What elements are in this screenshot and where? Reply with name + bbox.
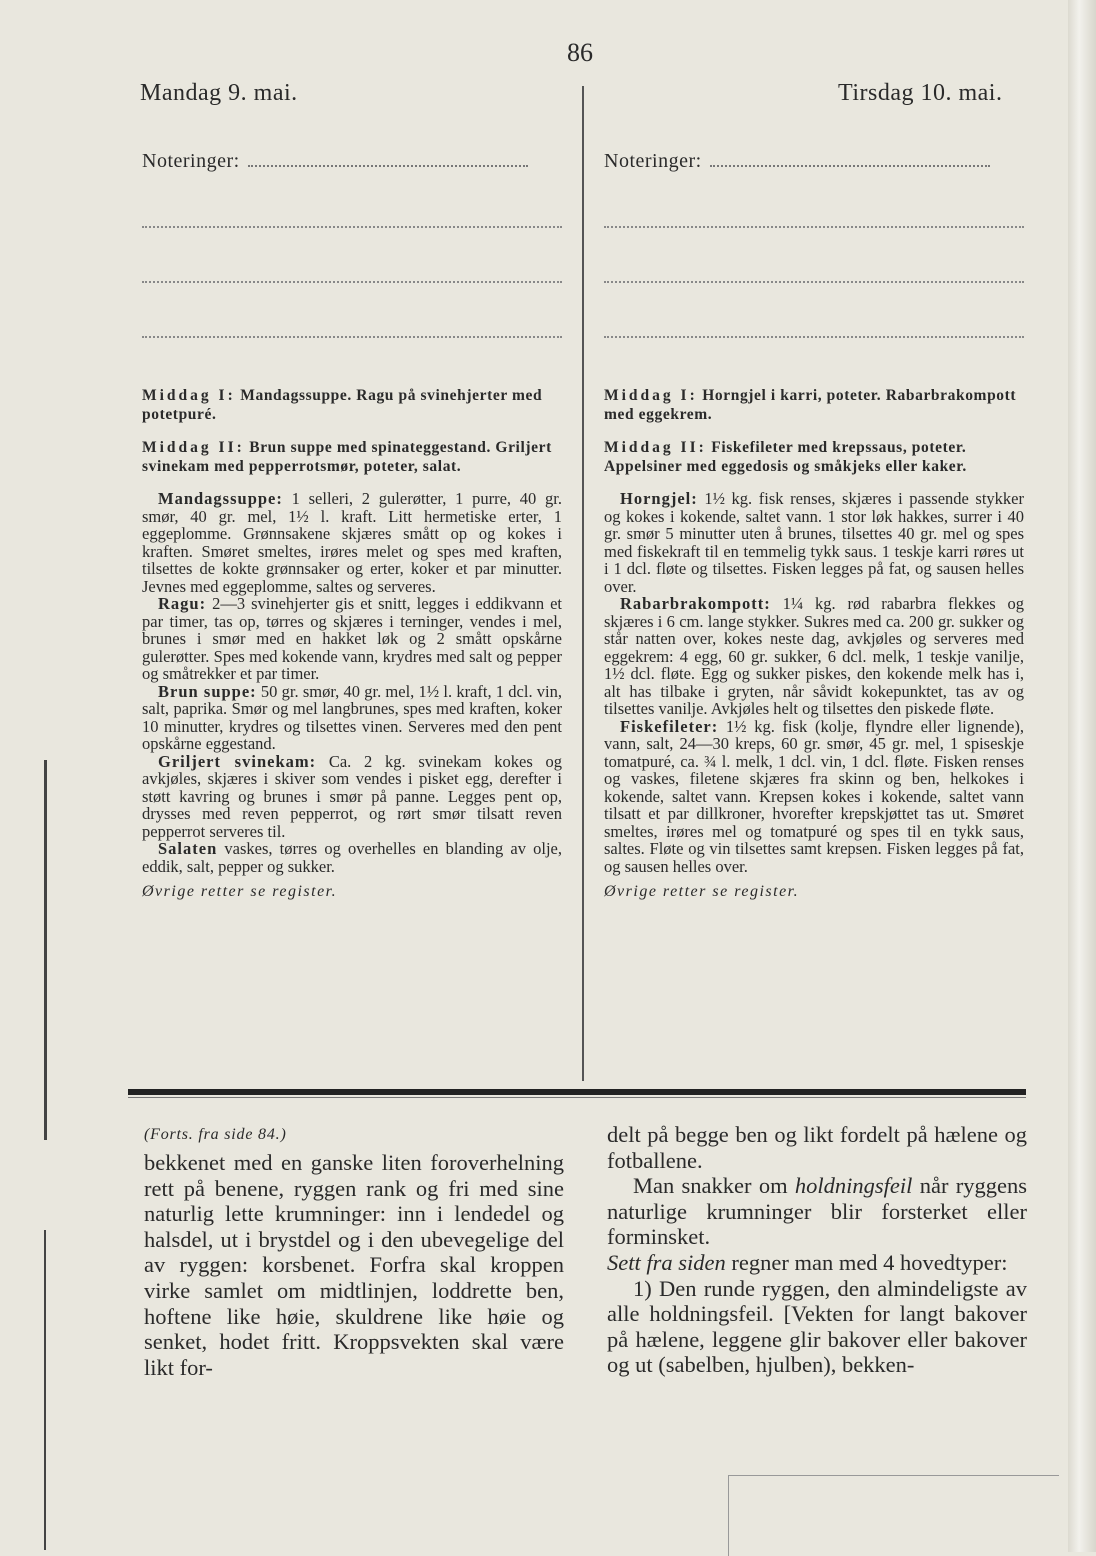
continued-text-right bbox=[607, 1122, 1027, 1378]
menu-entry: Middag II: Fiskefileter med krepssaus, poteter. Appelsiner med eggedosis og småkjeks eller kaker. bbox=[604, 439, 967, 475]
menu-entry: Middag I: Mandagssuppe. Ragu på svinehjerter med potetpuré. bbox=[142, 387, 543, 423]
recipe-paragraph: Fiskefileter: 1½ kg. fisk (kolje, flyndre eller lignende), vann, salt, 24—30 kreps, 60 gr. smør, 45 gr. mel, 1 spiseskje tomatpuré, ca. ¾ l. melk, 1 dcl. vin, 1 dcl. fløte. Fisken renses og vaskes, filetene skjæres fra skinn og ben, helkokes i kokende, saltet vann. Krepsen kokes i kokende, saltet vann tilsatt et par dillkroner, hvorefter krepskjøttet tas ut. Smøret smeltes, irøres mel og tomatpuré og spes til en tykk saus, saltes. Fløte og vin tilsettes samt krepsen. Fisken legges på fat, og sausen helles over. bbox=[604, 716, 1024, 876]
recipe-paragraph: Brun suppe: 50 gr. smør, 40 gr. mel, 1½ l. kraft, 1 dcl. vin, salt, paprika. Smør og mel langbrunes, spes med kraften, koker 10 minutter, krydres og tilsettes vinen. Serveres med den pent opskårne eggestand. bbox=[142, 681, 563, 753]
body-paragraph: bekkenet med en ganske liten foroverhelning rett på benene, ryggen rank og fri med sine naturlig lette krumninger: inn i lendedel og halsdel, ut i brystdel og i den ubevegelige del av ryggen: korsbenet. Forfra skal kroppen virke samlet om midtlinjen, loddrette ben, hoftene like høie, skuldrene like høie og senket, hodet fritt. Kroppsvekten skal være likt for- bbox=[144, 1150, 564, 1380]
recipe-paragraph: Salaten vaskes, tørres og overhelles en blanding av olje, eddik, salt, pepper og sukker. bbox=[142, 839, 562, 876]
left-column bbox=[142, 150, 562, 901]
recipe-paragraph: Griljert svinekam: Ca. 2 kg. svinekam kokes og avkjøles, skjæres i skiver som vendes i pisket egg, derefter i støtt kavring og brunes i smør på panne. Legges pent op, drysses med reven pepperrot, og rørt smør tilsatt reven pepperrot serveres til. bbox=[142, 751, 563, 841]
note-line bbox=[142, 281, 562, 283]
recipes bbox=[604, 490, 1024, 875]
menu-entry: Middag I: Horngjel i karri, poteter. Rabarbrakompott med eggekrem. bbox=[604, 387, 1017, 423]
column-divider bbox=[582, 86, 584, 1081]
body-paragraph: 1) Den runde ryggen, den almindeligste av alle holdningsfeil. [Vekten for langt bakover på hælene, leggene glir bakover eller bakover og ut (sabelben, hjulben), bekken- bbox=[607, 1275, 1027, 1378]
body-paragraph: Man snakker om holdningsfeil når ryggens naturlige krumninger blir forsterket eller forminsket. bbox=[607, 1173, 1027, 1250]
page-number: 86 bbox=[567, 38, 593, 67]
section-rule bbox=[128, 1089, 1026, 1095]
menu-block bbox=[142, 386, 562, 476]
register-note: Øvrige retter se register. bbox=[604, 883, 800, 900]
continued-text-left bbox=[144, 1126, 564, 1380]
day-title-left: Mandag 9. mai. bbox=[140, 80, 298, 106]
recipe-paragraph: Rabarbrakompott: 1¼ kg. rød rabarbra flekkes og skjæres i 6 cm. lange stykker. Sukres med ca. 200 gr. sukker og står natten over, kokes neste dag, avkjøles og serveres med eggekrem: 4 egg, 60 gr. sukker, 6 dcl. melk, 1 teskje vanilje, 1½ dcl. fløte. Egg og sukker piskes, den kokende melk has i, alt has tilbake i gryten, når såvidt kokepunktet, tas av og tilsettes vanilje. Avkjøles helt og tilsettes den piskede fløte. bbox=[604, 594, 1024, 718]
section-rule-thin bbox=[128, 1097, 1026, 1098]
menu-entry: Middag II: Brun suppe med spinateggestand. Griljert svinekam med pepperrotsmør, poteter, salat. bbox=[142, 439, 552, 475]
margin-mark bbox=[44, 1230, 46, 1550]
recipe-paragraph: Mandagssuppe: 1 selleri, 2 gulerøtter, 1 purre, 40 gr. smør, 40 gr. mel, 1½ l. kraft. Litt hermetiske erter, 1 eggeplomme. Grønnsakene skjæres smått op og kokes i kraften. Smøret smeltes, irøres melet og spes med kraften, tilsettes de kokte grønnsaker og erter, koker et par minutter. Jevnes med eggeplomme, saltes og serveres. bbox=[142, 489, 562, 596]
body-text bbox=[607, 1122, 1027, 1378]
body-paragraph: delt på begge ben og likt fordelt på hælene og fotballene. bbox=[607, 1122, 1027, 1173]
notes-label: Noteringer: bbox=[604, 150, 1024, 173]
note-line bbox=[604, 281, 1024, 283]
recipe-paragraph: Ragu: 2—3 svinehjerter gis et snitt, legges i eddikvann et par timer, tas op, tørres og skjæres i terninger, vendes i mel, brunes i smør med en hakket løk og 2 smått opskårne gulerøtter. Spes med kokende vann, krydres med salt og pepper og småtrekker et par timer. bbox=[142, 594, 562, 683]
margin-mark bbox=[44, 760, 47, 1140]
emphasis: holdningsfeil bbox=[794, 1173, 913, 1199]
body-paragraph: Sett fra siden regner man med 4 hovedtyper: bbox=[607, 1249, 1008, 1275]
note-line bbox=[142, 336, 562, 338]
scan-artifact bbox=[728, 1475, 1059, 1556]
body-text bbox=[144, 1150, 564, 1380]
day-title-right: Tirsdag 10. mai. bbox=[838, 80, 1003, 106]
right-column bbox=[604, 150, 1024, 901]
page-edge bbox=[1068, 0, 1096, 1552]
note-line bbox=[142, 226, 562, 228]
register-note: Øvrige retter se register. bbox=[142, 883, 338, 900]
menu-block bbox=[604, 386, 1024, 476]
note-line bbox=[604, 336, 1024, 338]
continuation-note: (Forts. fra side 84.) bbox=[144, 1126, 287, 1143]
recipe-paragraph: Horngjel: 1½ kg. fisk renses, skjæres i passende stykker og kokes i kokende, saltet vann. 1 stor løk hakkes, surrer i 40 gr. smør 5 minutter uten å brunes, tilsettes 40 gr. mel og spes med fiskekraft til en temmelig tykk saus. 1 teskje karri røres ut i 1 dcl. fløte og tilsettes. Fisken legges på fat, og sausen helles over. bbox=[604, 489, 1024, 596]
note-line bbox=[604, 226, 1024, 228]
notes-label: Noteringer: bbox=[142, 150, 562, 173]
emphasis: Sett fra siden bbox=[607, 1249, 726, 1275]
recipes bbox=[142, 490, 562, 875]
